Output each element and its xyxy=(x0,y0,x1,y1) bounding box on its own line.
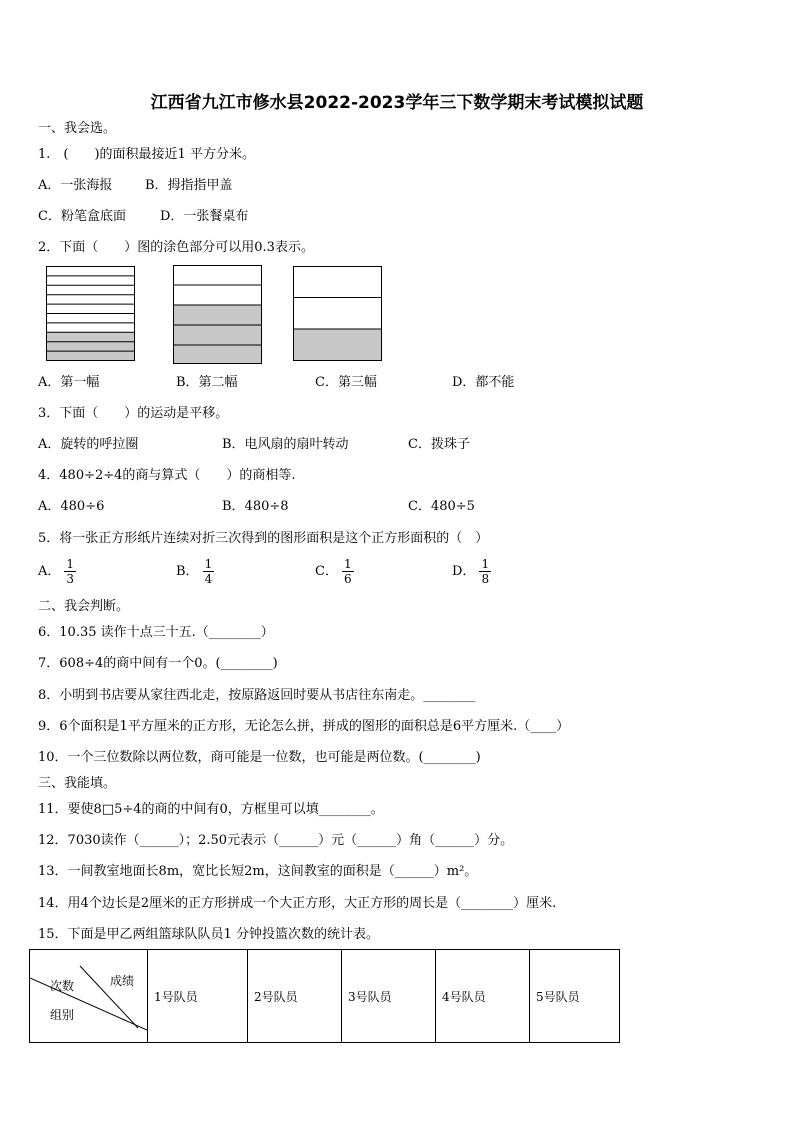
q4-option-c[interactable]: C．480÷5 xyxy=(408,499,475,514)
figure-2-five-part-rectangle xyxy=(173,265,263,369)
q5-option-d-label: D． xyxy=(452,564,476,579)
q5-option-a[interactable] xyxy=(38,557,76,586)
q2-option-b[interactable]: B．第二幅 xyxy=(176,375,238,390)
question-4-stem: 4．480÷2÷4的商与算式（ ）的商相等. xyxy=(38,468,296,483)
corner-label-score: 成绩 xyxy=(110,974,135,988)
q5-option-c-label: C． xyxy=(315,564,338,579)
question-9: 9．6个面积是1平方厘米的正方形，无论怎么拼，拼成的图形的面积总是6平方厘米.（____） xyxy=(38,719,570,734)
question-5-stem: 5．将一张正方形纸片连续对折三次得到的图形面积是这个正方形面积的（ ） xyxy=(38,531,489,546)
figure-3-three-part-rectangle xyxy=(293,266,383,366)
q3-option-a[interactable]: A．旋转的呼拉圈 xyxy=(38,437,139,452)
question-15: 15．下面是甲乙两组篮球队队员1 分钟投篮次数的统计表。 xyxy=(38,927,379,942)
fraction-one-sixth: $\frac{1}{6}$ xyxy=(343,557,352,586)
q5-option-d[interactable] xyxy=(452,557,491,586)
table-header-cell: 5号队员 xyxy=(530,950,620,1043)
question-7: 7．608÷4的商中间有一个0。(________) xyxy=(38,656,278,671)
q5-option-c[interactable] xyxy=(315,557,354,586)
question-14: 14．用4个边长是2厘米的正方形拼成一个大正方形，大正方形的周长是（________）厘米. xyxy=(38,896,557,911)
q1-option-a[interactable]: A．一张海报 xyxy=(38,178,113,193)
table-header-row xyxy=(30,950,620,1043)
table-header-cell: 2号队员 xyxy=(248,950,342,1043)
question-10: 10．一个三位数除以两位数，商可能是一位数，也可能是两位数。(________) xyxy=(38,750,481,765)
q4-option-b[interactable]: B．480÷8 xyxy=(222,499,289,514)
table-header-cell: 1号队员 xyxy=(148,950,248,1043)
q2-option-c[interactable]: C．第三幅 xyxy=(315,375,377,390)
corner-label-group: 组别 xyxy=(50,1008,75,1022)
q1-option-b[interactable]: B．拇指指甲盖 xyxy=(145,178,233,193)
question-11: 11．要使8□5÷4的商的中间有0，方框里可以填________。 xyxy=(38,802,384,817)
q3-option-c[interactable]: C．拨珠子 xyxy=(408,437,470,452)
section-3-heading: 三、我能填。 xyxy=(38,776,117,791)
q2-option-d[interactable]: D．都不能 xyxy=(452,375,515,390)
q2-option-a[interactable]: A．第一幅 xyxy=(38,375,100,390)
q1-option-d[interactable]: D．一张餐桌布 xyxy=(160,209,249,224)
fraction-one-third: $\frac{1}{3}$ xyxy=(66,557,75,586)
figure-1-striped-rectangle xyxy=(46,266,136,366)
question-3-stem: 3．下面（ ）的运动是平移。 xyxy=(38,406,229,421)
section-2-heading: 二、我会判断。 xyxy=(38,599,130,614)
question-12: 12．7030读作（______）；2.50元表示（______）元（______）角（______）分。 xyxy=(38,833,514,848)
question-2-stem: 2．下面（ ）图的涂色部分可以用0.3表示。 xyxy=(38,240,314,255)
q1-option-c[interactable]: C．粉笔盒底面 xyxy=(38,209,126,224)
fraction-one-fourth: $\frac{1}{4}$ xyxy=(204,557,213,586)
corner-label-count: 次数 xyxy=(50,979,75,993)
question-6: 6．10.35 读作十点三十五.（________） xyxy=(38,625,274,640)
q4-option-a[interactable]: A．480÷6 xyxy=(38,499,105,514)
q5-option-a-label: A． xyxy=(38,564,61,579)
question-1-stem: 1. ( )的面积最接近1 平方分米。 xyxy=(38,147,255,162)
exam-title: 江西省九江市修水县2022-2023学年三下数学期末考试模拟试题 xyxy=(150,93,644,113)
question-13: 13．一间教室地面长8m，宽比长短2m，这间教室的面积是（______）m²。 xyxy=(38,864,478,879)
q3-option-b[interactable]: B．电风扇的扇叶转动 xyxy=(222,437,349,452)
section-1-heading: 一、我会选。 xyxy=(38,121,117,136)
shooting-stats-table xyxy=(29,949,620,1043)
question-8: 8．小明到书店要从家往西北走，按原路返回时要从书店往东南走。________ xyxy=(38,688,476,703)
fraction-one-eighth: $\frac{1}{8}$ xyxy=(481,557,490,586)
table-corner-cell xyxy=(30,950,148,1043)
table-header-cell: 4号队员 xyxy=(436,950,530,1043)
table-header-cell: 3号队员 xyxy=(342,950,436,1043)
q5-option-b-label: B． xyxy=(176,564,199,579)
q5-option-b[interactable] xyxy=(176,557,214,586)
